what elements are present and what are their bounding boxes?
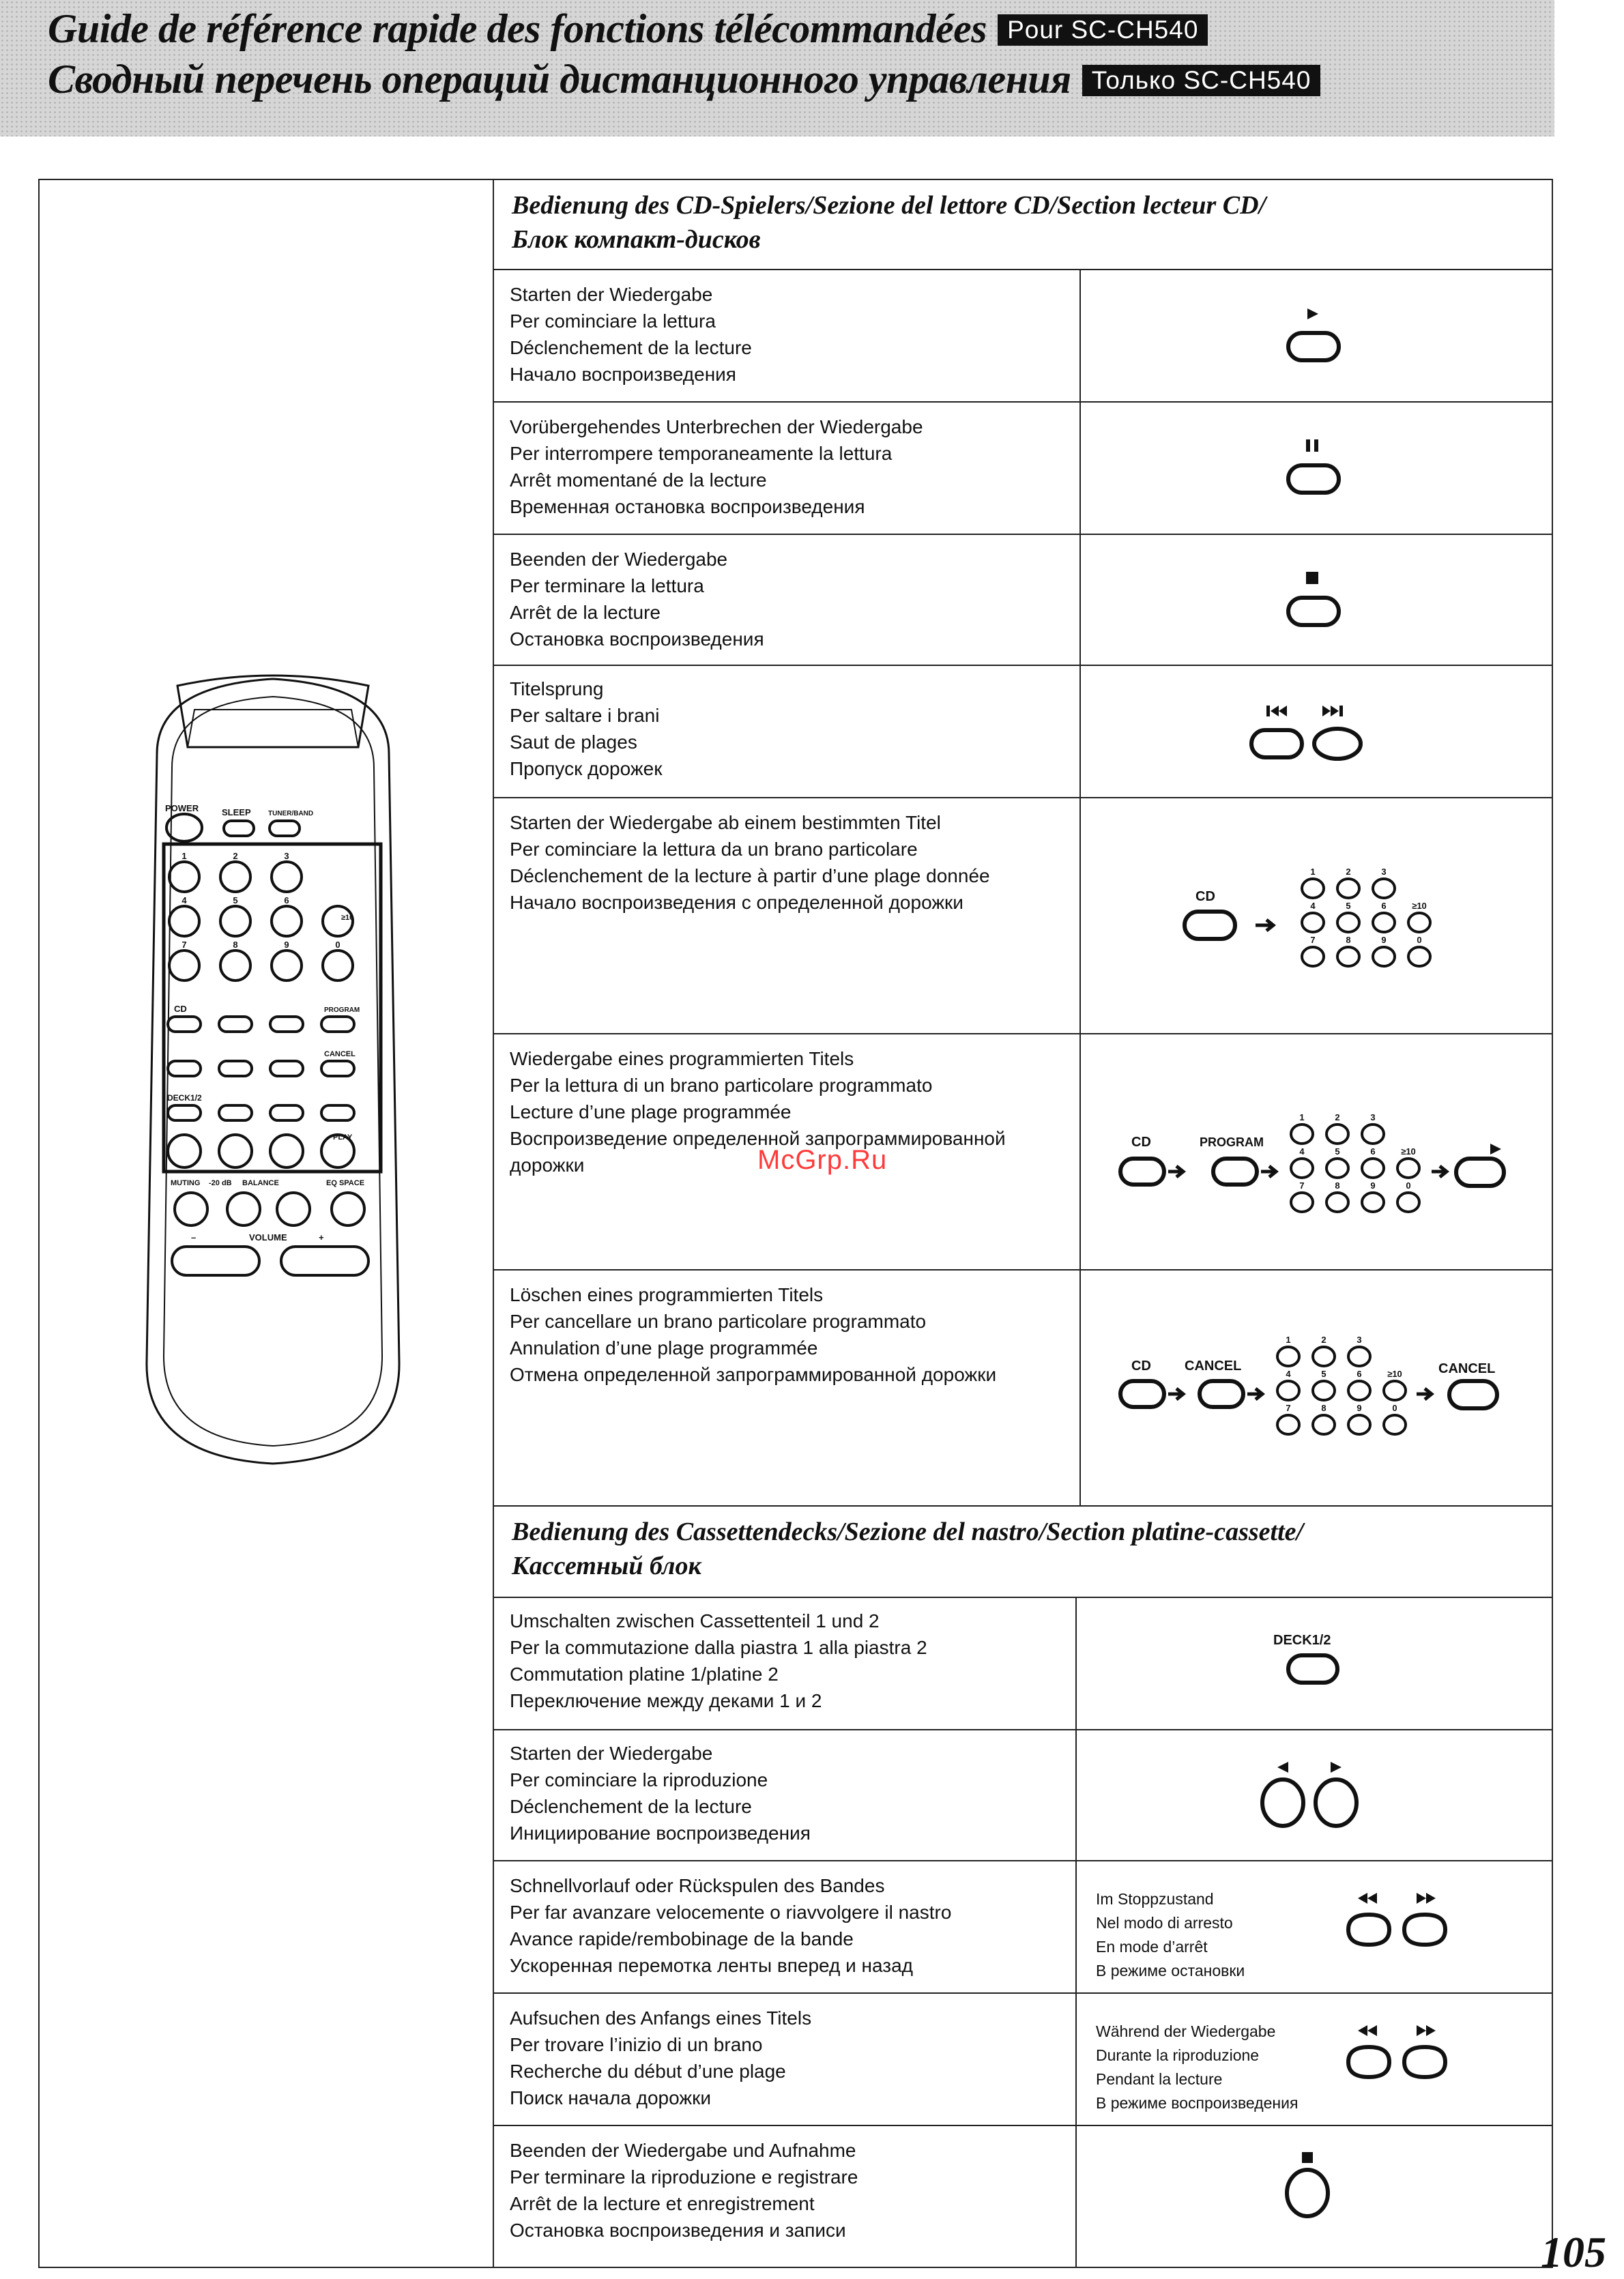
numpad-key [1302,913,1324,932]
numpad-key [1277,1347,1299,1366]
cd-row-skip: Titelsprung Per saltare i brani Saut de plages Пропуск дорожек [510,678,663,779]
remote-deck-play-button [168,1135,201,1167]
remote-play-label: PLAY [333,1133,353,1142]
remote-digit-button [169,906,199,936]
search-buttons-icon [1339,2020,1462,2088]
seq3-cancel-label: CANCEL [1185,1359,1242,1374]
cd-row-program-play: Wiedergabe eines programmierten Titels Per la lettura di un brano particolare programmato Lecture d’une plage programmée Воспроизведение определенной запрограммированной дорожки [510,1048,1006,1176]
numpad-key [1337,879,1359,898]
remote-power-label: POWER [165,803,199,813]
remote-deck-play-button [270,1135,303,1167]
numpad-key [1397,1193,1419,1212]
direct-play-sequence-icon [1174,858,1474,974]
numpad-key [1373,913,1395,932]
numpad-key-label: 4 [1299,1146,1305,1157]
remote-tuner-label: TUNER/BAND [268,810,314,817]
page-number: 105 [1541,2228,1606,2276]
numpad-key-label: 8 [1335,1180,1340,1191]
numpad-key-label: 0 [1406,1180,1411,1191]
numpad-key [1384,1381,1406,1400]
numpad-key-label: ≥10 [1412,901,1427,911]
model-tag-french: Pour SC-CH540 [998,14,1208,46]
numpad-key [1348,1347,1370,1366]
numpad-key-label: 7 [1299,1180,1305,1191]
numpad-key-label: 0 [1417,935,1422,945]
cd-section-title: Bedienung des CD-Spielers/Sezione del lettore CD/Section lecteur CD/ Блок компакт-дисков [512,191,1266,254]
program-cancel-sequence-icon [1111,1336,1534,1452]
numpad-key-label: 3 [1381,867,1387,877]
skip-buttons-icon [1242,703,1378,764]
remote-digit-label: 2 [233,851,238,861]
remote-tuner-button [270,821,300,836]
numpad-key [1277,1381,1299,1400]
remote-ge10-label: ≥10 [341,914,354,922]
remote-cd-label: CD [174,1004,187,1014]
seq3-cd-label: CD [1131,1359,1151,1374]
watermark: McGrp.Ru [757,1145,888,1175]
model-tag-russian: Только SC-CH540 [1082,65,1321,96]
numpad-key-label: 2 [1321,1336,1326,1345]
remote-transport-button [219,1061,252,1076]
tape-row-ff-rew: Schnellvorlauf oder Rückspulen des Bandes Per far avanzare velocemente o riavvolgere il nastro Avance rapide/rembobinage de la bande Ускоренная перемотка ленты вперед и назад [510,1875,952,1976]
deck-button-icon [1262,1624,1372,1699]
remote-digit-label: 4 [182,895,187,905]
numpad-key [1337,947,1359,966]
remote-transport-button [321,1061,354,1076]
tape-row-deck-switch: Umschalten zwischen Cassettenteil 1 und 2 Per la commutazione dalla piastra 1 alla piastra 2 Commutation platine 1/platine 2 Переключение между деками 1 и 2 [510,1610,927,1711]
remote-db-label: -20 dB [209,1179,232,1187]
numpad-key [1302,947,1324,966]
numpad-key [1313,1347,1335,1366]
remote-digit-label: 3 [284,851,289,861]
remote-control-illustration [130,672,416,1481]
tape-row-search: Aufsuchen des Anfangs eines Titels Per trovare l’inizio di un brano Recherche du début d’une plage Поиск начала дорожки [510,2007,812,2108]
remote-transport-button [270,1017,303,1032]
numpad-key-label: 8 [1346,935,1351,945]
numpad-key [1348,1415,1370,1434]
numpad-key-label: 7 [1310,935,1316,945]
numpad-key-label: 6 [1370,1146,1376,1157]
note-play-mode: Während der Wiedergabe Durante la riproduzione Pendant la lecture В режиме воспроизведения [1096,2022,1299,2112]
numpad-key-label: 6 [1381,901,1387,911]
remote-digit-label: 9 [284,940,289,950]
numpad-key-label: 2 [1335,1112,1340,1122]
numpad-key [1362,1124,1384,1144]
numpad-key-label: 1 [1299,1112,1305,1122]
numpad-key [1348,1381,1370,1400]
numpad-key-label: 1 [1286,1336,1291,1345]
numpad-key-label: 9 [1370,1180,1376,1191]
numpad-key-label: 9 [1381,935,1387,945]
numpad-key [1397,1159,1419,1178]
remote-program-label: PROGRAM [324,1006,360,1014]
remote-transport-button [168,1061,201,1076]
numpad-key-label: 2 [1346,867,1351,877]
numpad-key [1313,1415,1335,1434]
numpad-key-label: 5 [1321,1369,1326,1379]
remote-transport-button [219,1105,252,1120]
numpad-key-label: 4 [1310,901,1316,911]
remote-transport-button [270,1105,303,1120]
remote-deck-label: DECK1/2 [167,1093,202,1103]
remote-digit-label: 7 [182,940,187,950]
numpad-key [1362,1159,1384,1178]
numpad-key [1302,879,1324,898]
remote-digit-button [272,862,302,892]
numpad-key [1337,913,1359,932]
numpad-key [1373,879,1395,898]
numpad-key-label: 1 [1310,867,1316,877]
cd-row-stop: Beenden der Wiedergabe Per terminare la lettura Arrêt de la lecture Остановка воспроизведения [510,549,764,650]
numpad-key [1277,1415,1299,1434]
remote-volume-label: VOLUME [249,1232,287,1243]
remote-eq-label: EQ SPACE [326,1179,365,1187]
remote-digit-label: 6 [284,895,289,905]
remote-digit-button [220,906,250,936]
numpad-key-label: 9 [1357,1403,1362,1413]
remote-minus-label: – [191,1232,197,1243]
numpad-key-label: 3 [1370,1112,1376,1122]
remote-transport-button [321,1105,354,1120]
remote-digit-button [272,950,302,981]
remote-deck-play-button [219,1135,252,1167]
numpad-key-label: 7 [1286,1403,1291,1413]
remote-sleep-button [224,821,254,836]
numpad-key-label: 5 [1335,1146,1340,1157]
numpad-key-label: 0 [1392,1403,1397,1413]
title-french: Guide de référence rapide des fonctions télécommandées Pour SC-CH540 [48,5,1208,53]
numpad-key-label: 4 [1286,1369,1291,1379]
seq3-cancel2-label: CANCEL [1438,1361,1496,1376]
remote-digit-label: 0 [335,940,340,950]
left-column-divider [493,179,494,2268]
tape-section-title: Bedienung des Cassettendecks/Sezione del nastro/Section platine-cassette/ Кассетный блок [512,1518,1304,1580]
remote-transport-button [168,1017,201,1032]
remote-muting-label: MUTING [171,1179,201,1187]
numpad-key [1362,1193,1384,1212]
numpad-key [1313,1381,1335,1400]
numpad-key [1291,1193,1313,1212]
remote-transport-button [270,1061,303,1076]
remote-transport-button [321,1017,354,1032]
remote-digit-label: 1 [182,851,187,861]
remote-plus-label: + [319,1232,324,1243]
numpad-key [1408,913,1430,932]
ff-rew-buttons-icon [1339,1887,1462,1956]
numpad-key [1326,1159,1348,1178]
remote-transport-button [219,1017,252,1032]
cd-row-program-cancel: Löschen eines programmierten Titels Per cancellare un brano particolare programmato Annulation d’une plage programmée Отмена определенной запрограммированной дорожки [510,1284,997,1385]
numpad-key-label: 8 [1321,1403,1326,1413]
tape-row-play: Starten der Wiedergabe Per cominciare la riproduzione Déclenchement de la lecture Инициирование воспроизведения [510,1743,811,1844]
remote-transport-button [168,1105,201,1120]
remote-balance-label: BALANCE [242,1179,279,1187]
numpad-key [1373,947,1395,966]
numpad-key [1291,1124,1313,1144]
stop-button-icon [1276,569,1351,630]
remote-digit-button [272,906,302,936]
title-russian: Сводный перечень операций дистанционного управления Только SC-CH540 [48,56,1320,103]
remote-digit-button [220,862,250,892]
numpad-key-label: ≥10 [1387,1369,1402,1379]
cd-row-play: Starten der Wiedergabe Per cominciare la lettura Déclenchement de la lecture Начало воспроизведения [510,284,752,385]
numpad-key [1384,1415,1406,1434]
note-stop-mode: Im Stoppzustand Nel modo di arresto En mode d’arrêt В режиме остановки [1096,1890,1245,1979]
numpad-key-label: ≥10 [1401,1146,1416,1157]
numpad-key-label: 5 [1346,901,1351,911]
remote-digit-button [220,950,250,981]
seq2-program-label: PROGRAM [1200,1135,1264,1149]
seq2-cd-label: CD [1131,1135,1151,1150]
numpad-key [1326,1124,1348,1144]
play-button-icon [1276,306,1351,367]
remote-digit-label: 5 [233,895,238,905]
tape-stop-button-icon [1275,2148,1343,2223]
seq-cd-label: CD [1195,889,1215,904]
remote-sleep-label: SLEEP [222,807,251,817]
program-play-sequence-icon [1111,1104,1534,1220]
remote-digit-button [323,950,353,981]
cd-row-direct: Starten der Wiedergabe ab einem bestimmten Titel Per cominciare la lettura da un brano particolare Déclenchement de la lecture à partir d’une plage donnée Начало воспроизведения с определенной дорожки [510,812,990,913]
numpad-key-label: 6 [1357,1369,1362,1379]
remote-digit-button [169,950,199,981]
numpad-key [1326,1193,1348,1212]
numpad-key-label: 3 [1357,1336,1362,1345]
remote-digit-button [169,862,199,892]
cd-row-pause: Vorübergehendes Unterbrechen der Wiedergabe Per interrompere temporaneamente la lettura Arrêt momentané de la lecture Временная остановка воспроизведения [510,416,923,517]
remote-power-button [166,814,202,841]
numpad-key [1291,1159,1313,1178]
pause-button-icon [1276,437,1351,498]
remote-digit-label: 8 [233,940,238,950]
remote-cancel-label: CANCEL [324,1050,356,1058]
numpad-key [1408,947,1430,966]
tape-play-buttons-icon [1242,1755,1378,1830]
deck-label: DECK1/2 [1273,1633,1331,1648]
tape-row-stop: Beenden der Wiedergabe und Aufnahme Per terminare la riproduzione e registrare Arrêt de la lecture et enregistrement Остановка воспроизведения и записи [510,2140,858,2241]
